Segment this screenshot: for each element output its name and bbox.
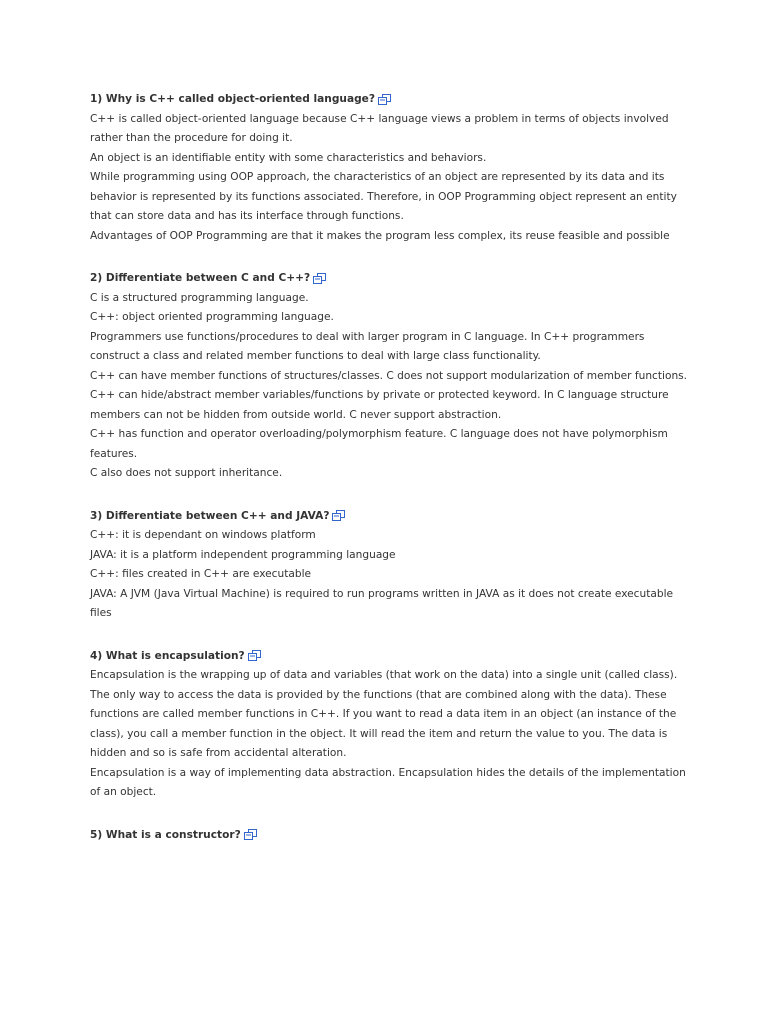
question-title: 4) What is encapsulation? xyxy=(90,649,245,662)
answer-paragraph: C++ can have member functions of structures/classes. C does not support modularization of member functions. xyxy=(90,369,688,382)
question-heading xyxy=(90,647,690,667)
qa-item xyxy=(90,826,690,846)
question-heading xyxy=(90,269,690,289)
answer-paragraph: Encapsulation is a way of implementing data abstraction. Encapsulation hides the details of the implementation of an object. xyxy=(90,766,686,798)
question-title: 5) What is a constructor? xyxy=(90,828,241,841)
copy-icon[interactable] xyxy=(378,94,391,106)
question-title: 3) Differentiate between C++ and JAVA? xyxy=(90,509,330,522)
answer-paragraph: Encapsulation is the wrapping up of data and variables (that work on the data) into a single unit (called class). xyxy=(90,669,678,681)
answer-paragraph: JAVA: it is a platform independent programming language xyxy=(90,548,396,561)
question-title: 1) Why is C++ called object-oriented language? xyxy=(90,93,376,105)
answer-paragraph: An object is an identifiable entity with some characteristics and behaviors. xyxy=(90,151,487,164)
copy-icon[interactable] xyxy=(313,273,326,285)
answer-paragraph: C++: object oriented programming language. xyxy=(90,311,334,323)
answer-paragraph: C++: it is dependant on windows platform xyxy=(90,529,316,541)
question-heading xyxy=(90,507,690,527)
question-heading xyxy=(90,826,690,846)
answer-paragraph: Advantages of OOP Programming are that it makes the program less complex, its reuse feasible and possible xyxy=(90,229,670,242)
qa-item xyxy=(90,90,690,246)
answer-paragraph: Programmers use functions/procedures to deal with larger program in C language. In C++ programmers construct a class and related member functions to deal with large class functionality. xyxy=(90,330,645,362)
question-heading xyxy=(90,90,690,110)
answer-paragraph: The only way to access the data is provided by the functions (that are combined along with the data). These functions are called member functions in C++. If you want to read a data item in an object (an instance of the class), you call a member function in the object. It will read the item and return the value to you. The data is hidden and so is safe from accidental alteration. xyxy=(90,688,677,759)
answer-paragraph: C++ can hide/abstract member variables/functions by private or protected keyword. In C language structure members can not be hidden from outside world. C never support abstraction. xyxy=(90,389,669,421)
answer-paragraph: C++ is called object-oriented language because C++ language views a problem in terms of objects involved rather than the procedure for doing it. xyxy=(90,112,669,144)
answer-paragraph: C is a structured programming language. xyxy=(90,291,309,304)
qa-list xyxy=(90,90,690,868)
qa-item xyxy=(90,507,690,624)
answer-paragraph: While programming using OOP approach, the characteristics of an object are represented by its data and its behavior is represented by its functions associated. Therefore, in OOP Programming object represent an entity that can store data and has its interface through functions. xyxy=(90,171,677,222)
copy-icon[interactable] xyxy=(248,650,261,662)
qa-item xyxy=(90,647,690,803)
copy-icon[interactable] xyxy=(332,510,345,522)
copy-icon[interactable] xyxy=(244,829,257,841)
question-title: 2) Differentiate between C and C++? xyxy=(90,272,311,284)
answer-paragraph: C also does not support inheritance. xyxy=(90,467,283,479)
qa-item xyxy=(90,269,690,484)
answer-paragraph: C++ has function and operator overloading/polymorphism feature. C language does not have polymorphism features. xyxy=(90,428,668,460)
answer-paragraph: C++: files created in C++ are executable xyxy=(90,568,312,580)
answer-paragraph: JAVA: A JVM (Java Virtual Machine) is required to run programs written in JAVA as it does not create executable files xyxy=(90,587,674,619)
